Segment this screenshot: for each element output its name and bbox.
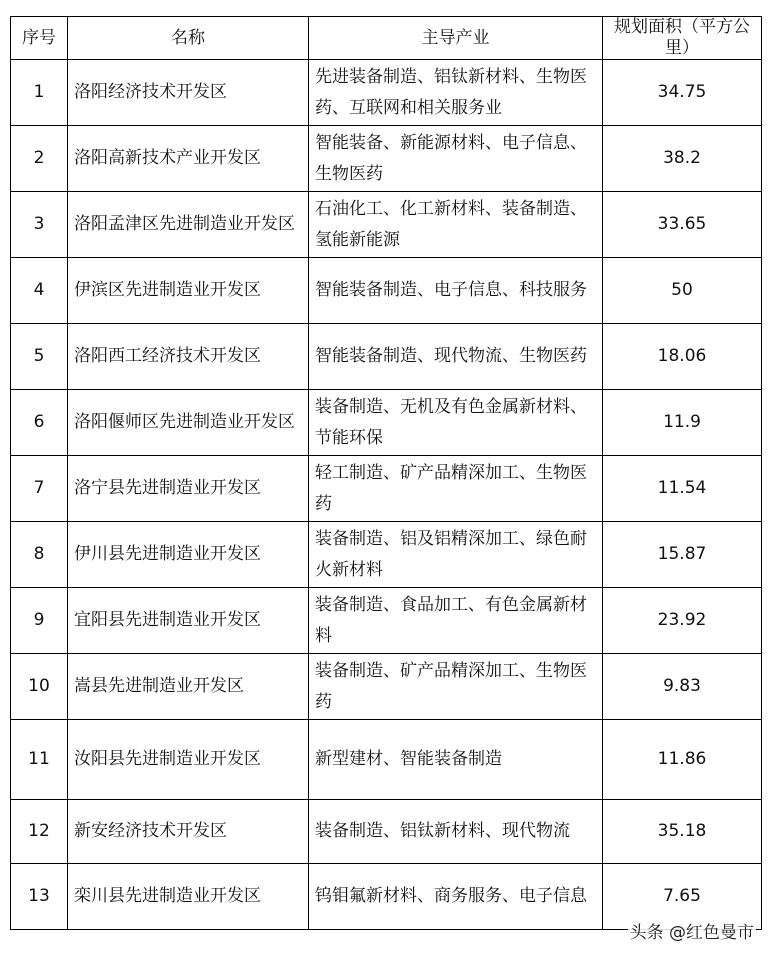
cell-no: 5 — [11, 324, 68, 390]
cell-no: 8 — [11, 522, 68, 588]
cell-no: 2 — [11, 126, 68, 192]
cell-area: 33.65 — [603, 192, 762, 258]
cell-industry: 装备制造、无机及有色金属新材料、节能环保 — [309, 390, 603, 456]
cell-name: 洛阳孟津区先进制造业开发区 — [68, 192, 309, 258]
cell-name: 洛宁县先进制造业开发区 — [68, 456, 309, 522]
table-row — [11, 456, 762, 522]
cell-name: 栾川县先进制造业开发区 — [68, 864, 309, 930]
cell-industry: 智能装备制造、电子信息、科技服务 — [309, 258, 603, 324]
cell-name: 新安经济技术开发区 — [68, 800, 309, 864]
cell-no: 1 — [11, 60, 68, 126]
table-row — [11, 588, 762, 654]
cell-no: 9 — [11, 588, 68, 654]
source-watermark: 头条 @红色曼市 — [628, 918, 756, 943]
cell-name: 宜阳县先进制造业开发区 — [68, 588, 309, 654]
header-name: 名称 — [68, 17, 309, 60]
development-zones-table — [10, 16, 762, 930]
cell-area: 35.18 — [603, 800, 762, 864]
table-row — [11, 800, 762, 864]
cell-area: 18.06 — [603, 324, 762, 390]
cell-name: 汝阳县先进制造业开发区 — [68, 720, 309, 800]
cell-industry: 钨钼氟新材料、商务服务、电子信息 — [309, 864, 603, 930]
table-row — [11, 60, 762, 126]
cell-name: 洛阳西工经济技术开发区 — [68, 324, 309, 390]
cell-area: 11.54 — [603, 456, 762, 522]
header-area: 规划面积（平方公里） — [603, 17, 762, 60]
cell-industry: 智能装备制造、现代物流、生物医药 — [309, 324, 603, 390]
cell-no: 3 — [11, 192, 68, 258]
cell-no: 12 — [11, 800, 68, 864]
cell-industry: 先进装备制造、铝钛新材料、生物医药、互联网和相关服务业 — [309, 60, 603, 126]
table-row — [11, 126, 762, 192]
cell-industry: 新型建材、智能装备制造 — [309, 720, 603, 800]
cell-no: 11 — [11, 720, 68, 800]
table-row — [11, 720, 762, 800]
cell-area: 11.86 — [603, 720, 762, 800]
table-row — [11, 324, 762, 390]
cell-no: 6 — [11, 390, 68, 456]
cell-no: 13 — [11, 864, 68, 930]
cell-industry: 装备制造、食品加工、有色金属新材料 — [309, 588, 603, 654]
table-header-row — [11, 17, 762, 60]
cell-area: 7.65 — [603, 864, 762, 930]
header-no: 序号 — [11, 17, 68, 60]
table-row — [11, 192, 762, 258]
cell-name: 洛阳偃师区先进制造业开发区 — [68, 390, 309, 456]
cell-area: 11.9 — [603, 390, 762, 456]
table-row — [11, 390, 762, 456]
cell-name: 伊川县先进制造业开发区 — [68, 522, 309, 588]
cell-industry: 石油化工、化工新材料、装备制造、氢能新能源 — [309, 192, 603, 258]
cell-no: 7 — [11, 456, 68, 522]
table-row — [11, 654, 762, 720]
cell-area: 50 — [603, 258, 762, 324]
header-industry: 主导产业 — [309, 17, 603, 60]
cell-name: 洛阳经济技术开发区 — [68, 60, 309, 126]
cell-name: 洛阳高新技术产业开发区 — [68, 126, 309, 192]
cell-industry: 装备制造、矿产品精深加工、生物医药 — [309, 654, 603, 720]
cell-area: 34.75 — [603, 60, 762, 126]
cell-area: 15.87 — [603, 522, 762, 588]
cell-area: 23.92 — [603, 588, 762, 654]
cell-industry: 智能装备、新能源材料、电子信息、生物医药 — [309, 126, 603, 192]
cell-no: 10 — [11, 654, 68, 720]
cell-no: 4 — [11, 258, 68, 324]
cell-area: 38.2 — [603, 126, 762, 192]
table-row — [11, 522, 762, 588]
cell-name: 伊滨区先进制造业开发区 — [68, 258, 309, 324]
cell-industry: 装备制造、铝及铝精深加工、绿色耐火新材料 — [309, 522, 603, 588]
cell-name: 嵩县先进制造业开发区 — [68, 654, 309, 720]
cell-industry: 装备制造、铝钛新材料、现代物流 — [309, 800, 603, 864]
cell-area: 9.83 — [603, 654, 762, 720]
table-row — [11, 258, 762, 324]
cell-industry: 轻工制造、矿产品精深加工、生物医药 — [309, 456, 603, 522]
